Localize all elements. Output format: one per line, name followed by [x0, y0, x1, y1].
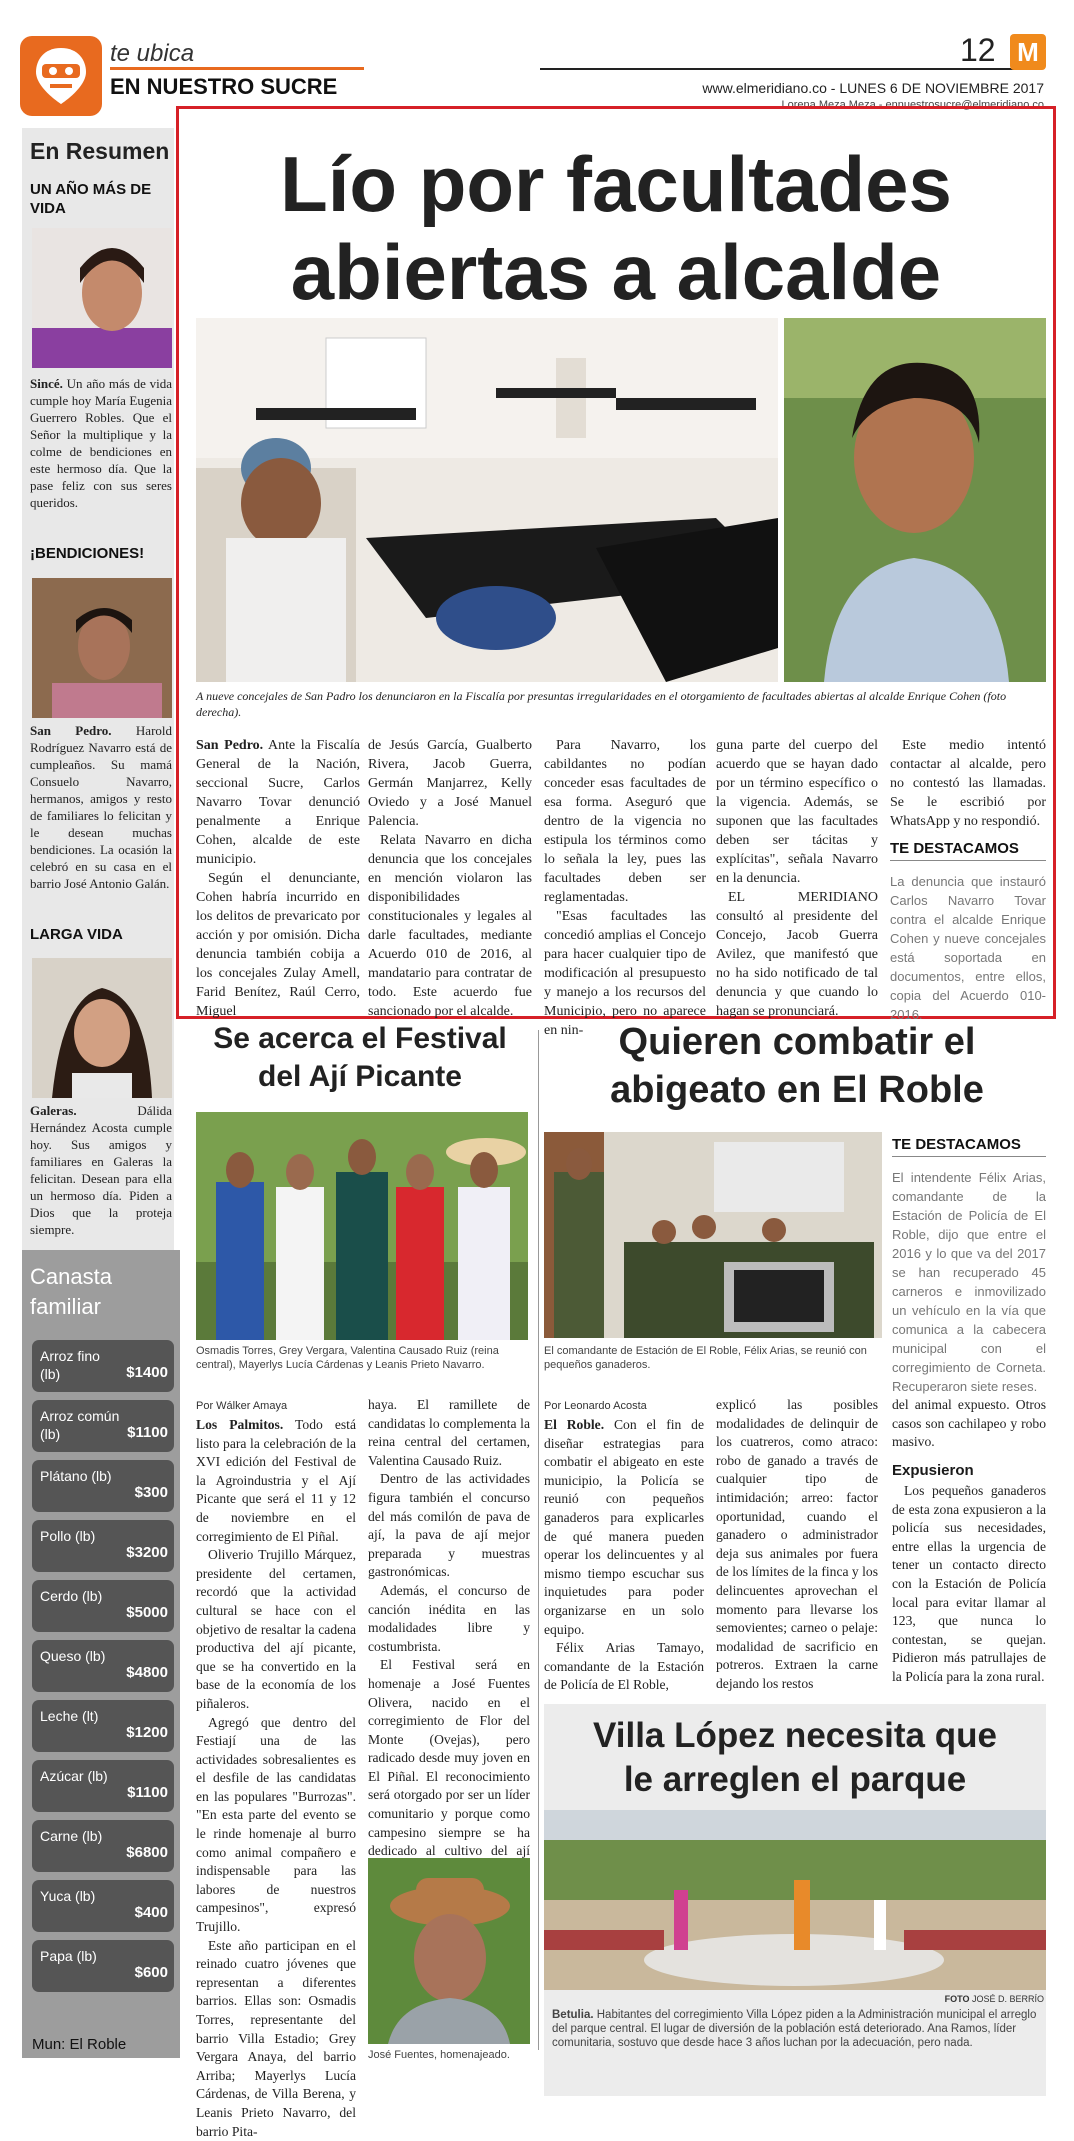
section-logo	[20, 36, 102, 116]
price-item-name: Cerdo (lb)	[40, 1588, 103, 1604]
sidebar-item1-heading: UN AÑO MÁS DE VIDA	[30, 181, 152, 217]
lead-headline: Lío por facultades abiertas a alcalde	[280, 140, 952, 316]
birthday-photo-3	[32, 958, 172, 1098]
price-tile	[32, 1580, 174, 1632]
abigeato-col-2: explicó las posibles modalidades de delinquir de los cuatreros, como atraco: robo de ganado a través de cualquier tipo de intimidación; arreo: factor oportunidad, cuando el ganadero o administrador deja sus animales por fuera de los límites de la finca y los delincuentes aprovechan el momento para llevarse los semovientes; carneo o pelaje: modalidad de sacrificio en potreros. Extraen la carne dejando los restos	[716, 1397, 878, 1691]
meeting-photo-icon	[544, 1132, 882, 1338]
price-item-name: Papa (lb)	[40, 1948, 97, 1964]
price-tile	[32, 1940, 174, 1992]
photo-credit: FOTO JOSÉ D. BERRÍO	[944, 1994, 1044, 2004]
mayor-portrait-photo	[784, 318, 1046, 682]
person-photo-icon	[32, 578, 172, 718]
price-item-name: Arroz fino (lb)	[40, 1348, 100, 1382]
lead-col-4: guna parte del cuerpo del acuerdo que se hayan dado por un término específico o la vigencia. Además, se suponen que las facultades deben ser tácitas y explícitas", señala Navarro en la denuncia. EL MERIDIANO consultó al presidente del Concejo, Jacob Guerra Avilez, que manifestó que no ha sido notificado de tal denuncia y que cuando lo hagan se pronunciará.	[716, 738, 878, 1019]
abigeato-col-3: del animal expuesto. Otros casos son cachilapeo y robo masivo.	[892, 1397, 1046, 1450]
price-item-name: Queso (lb)	[40, 1648, 106, 1664]
price-item-value: $600	[134, 1964, 168, 1981]
price-tile	[32, 1640, 174, 1692]
mayor-portrait-icon	[784, 318, 1046, 682]
festival-photo-caption: Osmadis Torres, Grey Vergara, Valentina Causado Ruiz (reina central), Mayerlys Lucía Cárdenas y Leanis Prieto Navarro.	[196, 1345, 499, 1371]
price-item-value: $1100	[127, 1424, 168, 1441]
person-photo-icon	[32, 228, 172, 368]
price-item-value: $5000	[126, 1604, 168, 1621]
villa-headline: Villa López necesita que le arreglen el parque	[593, 1716, 997, 1799]
police-meeting-photo	[544, 1132, 882, 1338]
url-date: www.elmeridiano.co - LUNES 6 DE NOVIEMBRE 2017	[702, 80, 1044, 96]
sidebar-item1-text: Sincé. Un año más de vida cumple hoy María Eugenia Guerrero Robles. Que el Señor la multiplique y la colme de bendiciones en este hermoso día. Que la pase feliz con sus seres queridos.	[30, 376, 172, 510]
elderly-man-photo-icon	[368, 1858, 530, 2044]
birthday-photo-2	[32, 578, 172, 718]
meeting-room-photo-icon	[196, 318, 778, 682]
sidebar-title: En Resumen	[30, 138, 170, 164]
festival-col-1: Los Palmitos. Todo está listo para la celebración de la XVI edición del Festival de la Agroindustria y el Ají Picante que será el 11 y 12 de noviembre en el corregimiento de El Piñal. Oliverio Trujillo Márquez, presidente del certamen, recordó que la actividad cultural se hace con el objetivo de resaltar la cadena productiva del ají picante, que se ha convertido en la base de la economía de los piñaleros. Agregó que dentro del Festiají una de las actividades sobresalientes es el desfile de las candidatas en las populares "Burrozas". "En esta parte del evento se le rinde homenaje al burro como animal compañero e indispensable para las labores de nuestros campesinos", expresó Trujillo. Este año participan en el reinado cuatro jóvenes que representan a diferentes barrios. Ellas son: Osmadis Torres, representante del barrio Villa Estadio; Grey Vergara Anaya, del barrio Arriba; Mayerlys Lucía Cárdenas, de Villa Berena, y Leanis Prieto Navarro, del barrio Pita-	[196, 1417, 356, 2139]
festival-headline: Se acerca el Festival del Ají Picante	[213, 1022, 507, 1093]
price-item-name: Leche (lt)	[40, 1708, 99, 1724]
section-underline	[110, 67, 364, 70]
price-item-value: $1100	[127, 1784, 168, 1801]
price-tile	[32, 1760, 174, 1812]
price-item-name: Plátano (lb)	[40, 1468, 112, 1484]
lead-highlight-heading: TE DESTACAMOS	[890, 840, 1046, 861]
author-contact: Lorena Meza Meza - ennuestrosucre@elmeridiano.co	[781, 99, 1044, 111]
person-photo-icon	[32, 958, 172, 1098]
price-item-value: $6800	[126, 1844, 168, 1861]
sidebar-item3-text: Galeras. Dálida Hernández Acosta cumple hoy. Sus amigos y familiares en Galeras la felicitan. Desean para ella un hermoso día. Piden a Dios que la proteja siempre.	[30, 1103, 172, 1237]
lead-col-5: Este medio intentó contactar al alcalde, pero no contestó las llamadas. Se le escribió por WhatsApp y no respondió.	[890, 738, 1046, 829]
price-item-name: Pollo (lb)	[40, 1528, 96, 1544]
column-divider	[538, 1030, 539, 2050]
park-photo-icon	[544, 1810, 1046, 1990]
price-tile	[32, 1700, 174, 1752]
council-room-photo	[196, 318, 778, 682]
lead-photo-caption: A nueve concejales de San Padro los denunciaron en la Fiscalía por presuntas irregularidades en el otorgamiento de facultades abiertas al alcalde Enrique Cohen (foto derecha).	[196, 689, 1007, 719]
abigeato-col-3b: Los pequeños ganaderos de esta zona expusieron a la policía sus necesidades, entre ellas la urgencia de tener un contacto directo con la Estación de Policía local para evitar llamar al 123, que nunca lo contestan, se quejan. Pidieron más patrullajes de la Policía para la zona rural.	[892, 1483, 1046, 1684]
price-item-value: $400	[134, 1904, 168, 1921]
abigeato-byline: Por Leonardo Acosta	[544, 1400, 647, 1412]
abigeato-highlight-text: El intendente Félix Arias, comandante de la Estación de Policía de El Roble, dijo que entre el 2016 y lo que va del 2017 se han recuperado 45 carneros e inmovilizado un vehículo en la vía que comunica a la cabecera municipal con el corregimiento de Corneta. Recuperaron siete reses.	[892, 1170, 1046, 1394]
festival-col-2: haya. El ramillete de candidatas lo complementa la reina central del certamen, Valentina Causado Ruiz. Dentro de las actividades figura también el concurso del más comilón de pava de ají, la pava de ají mejor preparada y muestras gastronómicas. Además, el concurso de canción inédita en las modalidades libre y costumbrista. El Festival será en homenaje a José Fuentes Olivera, nacido en el corregimiento de Flor del Monte (Ovejas), pero radicado desde muy joven en El Piñal. El reconocimiento será otorgado por ser un líder comunitario y porque como campesino siempre se ha dedicado al cultivo del ají	[368, 1397, 530, 1859]
honoree-caption: José Fuentes, homenajeado.	[368, 2049, 510, 2061]
group-photo-icon	[196, 1112, 528, 1340]
lead-col-1: San Pedro. Ante la Fiscalía General de la Nación, seccional Sucre, Carlos Navarro Tovar denunció penalmente a Enrique Cohen, alcalde de este municipio. Según el denunciante, Cohen habría incurrido en los delitos de prevaricato por acción y por omisión. Dicha denuncia también cobija a los concejales Zulay Amell, Farid Benítez, Raúl Cerro, Miguel	[196, 738, 360, 1019]
abigeato-col-1: El Roble. Con el fin de diseñar estrategias para combatir el abigeato en este municipio, la Policía se reunió con pequeños ganaderos para explicarles de qué manera pueden operar los delincuentes y al mismo tiempo escuchar sus inquietudes para poder organizarse en un solo equipo. Félix Arias Tamayo, comandante de la Estación de Policía de El Roble,	[544, 1417, 704, 1693]
price-item-value: $3200	[126, 1544, 168, 1561]
section-label: EN NUESTRO SUCRE	[110, 74, 338, 99]
abigeato-subhead: Expusieron	[892, 1462, 974, 1479]
price-item-value: $1200	[126, 1724, 168, 1741]
price-tile	[32, 1460, 174, 1512]
canasta-title: Canasta familiar	[30, 1264, 112, 1319]
price-tile	[32, 1400, 174, 1452]
section-label-top: te ubica	[110, 40, 195, 67]
page-number: 12	[960, 32, 996, 68]
price-tile	[32, 1520, 174, 1572]
price-tile	[32, 1820, 174, 1872]
price-item-name: Carne (lb)	[40, 1828, 103, 1844]
map-pin-logo-icon	[26, 44, 96, 108]
sidebar-item2-heading: ¡BENDICIONES!	[30, 545, 145, 562]
festival-byline: Por Wálker Amaya	[196, 1400, 288, 1412]
villa-caption: Betulia. Habitantes del corregimiento Villa López piden a la Administración municipal el arreglo del parque central. El lugar de diversión de la población está deteriorado. Ana Ramos, líder comunitaria, sostuvo que desde hace 3 años luchan por la adecuación, pero nada.	[552, 2009, 1037, 2049]
sidebar-item2-text: San Pedro. Harold Rodríguez Navarro está de cumpleaños. Su mamá Consuelo Navarro, hermanos, amigos y resto de familiares lo felicitan y le desean muchas bendiciones. La ocasión la celebró en su casa en el barrio José Antonio Galán.	[30, 723, 173, 891]
price-tile	[32, 1340, 174, 1392]
price-item-name: Yuca (lb)	[40, 1888, 96, 1904]
sidebar-item3-heading: LARGA VIDA	[30, 926, 123, 943]
lead-col-3: Para Navarro, los cabildantes no podían conceder esas facultades de esa forma. Aseguró que dentro de la vigencia no estipula los términos como lo señala la ley, pues las facultades deben ser reglamentadas. "Esas facultades las concedió amplias el Concejo para hacer cualquier tipo de modificación al presupuesto y manejo a los recursos del Municipio, pero no aparece en nin-	[544, 738, 706, 1038]
abigeato-headline: Quieren combatir el abigeato en El Roble	[610, 1021, 984, 1111]
lead-highlight-text: La denuncia que instauró Carlos Navarro Tovar contra el alcalde Enrique Cohen y nueve concejales está soportada en documentos, entre ellos, copia del Acuerdo 010-2016.	[890, 874, 1046, 1022]
festival-candidates-photo	[196, 1112, 528, 1340]
brand-logo: M	[1010, 34, 1046, 70]
birthday-photo-1	[32, 228, 172, 368]
abigeato-highlight-heading: TE DESTACAMOS	[892, 1136, 1046, 1157]
lead-col-2: de Jesús García, Gualberto Rivera, Jacob Guerra, Germán Manjarrez, Kelly Oviedo y a José Manuel Palencia. Relata Navarro en dicha denuncia que los concejales en mención violaron las disponibilidades constitucionales y legales al darle facultades, mediante Acuerdo 010 de 2016, al mandatario para contratar de todo. Este acuerdo fue sancionado por el alcalde.	[368, 738, 532, 1019]
price-item-name: Arroz común (lb)	[40, 1408, 120, 1442]
price-item-value: $1400	[126, 1364, 168, 1381]
honoree-photo	[368, 1858, 530, 2044]
park-photo	[544, 1810, 1046, 1990]
municipio-label: Mun: El Roble	[32, 2036, 127, 2053]
price-item-value: $300	[134, 1484, 168, 1501]
price-tile	[32, 1880, 174, 1932]
price-item-name: Azúcar (lb)	[40, 1768, 108, 1784]
abigeato-photo-caption: El comandante de Estación de El Roble, Félix Arias, se reunió con pequeños ganaderos.	[544, 1345, 867, 1371]
price-item-value: $4800	[126, 1664, 168, 1681]
